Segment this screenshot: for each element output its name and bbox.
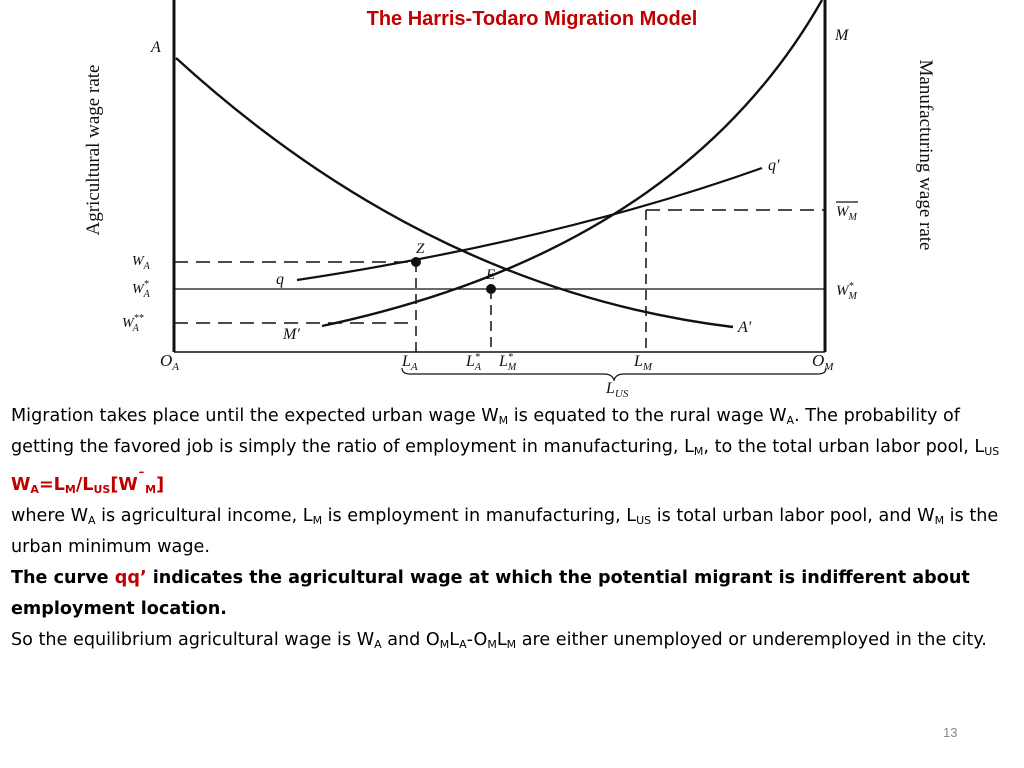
slide-title: The Harris-Todaro Migration Model xyxy=(366,8,698,30)
left-axis-title: Agricultural wage rate xyxy=(83,64,104,236)
agricultural-demand-curve-AA xyxy=(176,58,733,327)
curve-M-label: M xyxy=(835,27,849,44)
paragraph-curve-qq: The curve qq’ indicates the agricultural wage at which the potential migrant is indifferent about employment location. xyxy=(11,567,970,619)
right-axis-title: Manufacturing wage rate xyxy=(915,59,936,251)
wMstar-label: W* M xyxy=(836,281,857,302)
origin-OM-label: $O_M$ xyxy=(812,351,834,373)
LA-label: $L_A$ xyxy=(402,353,418,373)
LM-label: $L_M$ xyxy=(634,353,653,373)
wAstarstar-label: W** A xyxy=(122,313,144,334)
curve-q-label: q xyxy=(276,271,284,288)
curve-q-end-label: q′ xyxy=(768,157,780,174)
LUS-label: $L_{US}$ xyxy=(606,380,629,400)
indifference-curve-qq xyxy=(297,168,762,280)
paragraph-migration: Migration takes place until the expected urban wage $W_M$ is equated to the rural wage $W_A$. The probability of getting the favored job is simply the ratio of employment in manufacturing, $L_M$, to the total urban labor pool, $L_{US}$ xyxy=(11,406,1000,458)
point-E-dot xyxy=(486,284,496,294)
wA-label: $W_A$ xyxy=(132,254,150,272)
wAstar-label: W* A xyxy=(132,279,150,300)
curve-A-label: A xyxy=(151,39,161,56)
LAstar-label: L* A xyxy=(466,352,482,373)
LMstar-label: L* M xyxy=(499,352,517,373)
page-number: 13 xyxy=(943,725,958,740)
point-Z-dot xyxy=(411,257,421,267)
origin-OA-label: $O_A$ xyxy=(160,351,180,373)
paragraph-equilibrium: So the equilibrium agricultural wage is $W_A$ and $O_ML_A-O_ML_M$ are either unemployed or underemployed in the city. xyxy=(11,629,987,651)
curve-A-end-label: A′ xyxy=(738,319,752,336)
point-Z-label: Z xyxy=(416,241,425,257)
curve-M-end-label: M′ xyxy=(283,326,300,343)
paragraph-definitions: where $W_A$ is agricultural income, $L_M$ is employment in manufacturing, $L_{US}$ is total urban labor pool, and $W_M$ is the urban minimum wage. xyxy=(11,505,999,557)
manufacturing-demand-curve-MM xyxy=(322,0,822,326)
wMbar-label: $W_M$ xyxy=(836,204,857,223)
equation-line: $W_A=L_M/L_{US}[W^¯_M]$ xyxy=(11,470,165,496)
explanation-text xyxy=(11,401,1011,656)
point-E-label: E xyxy=(486,267,496,283)
